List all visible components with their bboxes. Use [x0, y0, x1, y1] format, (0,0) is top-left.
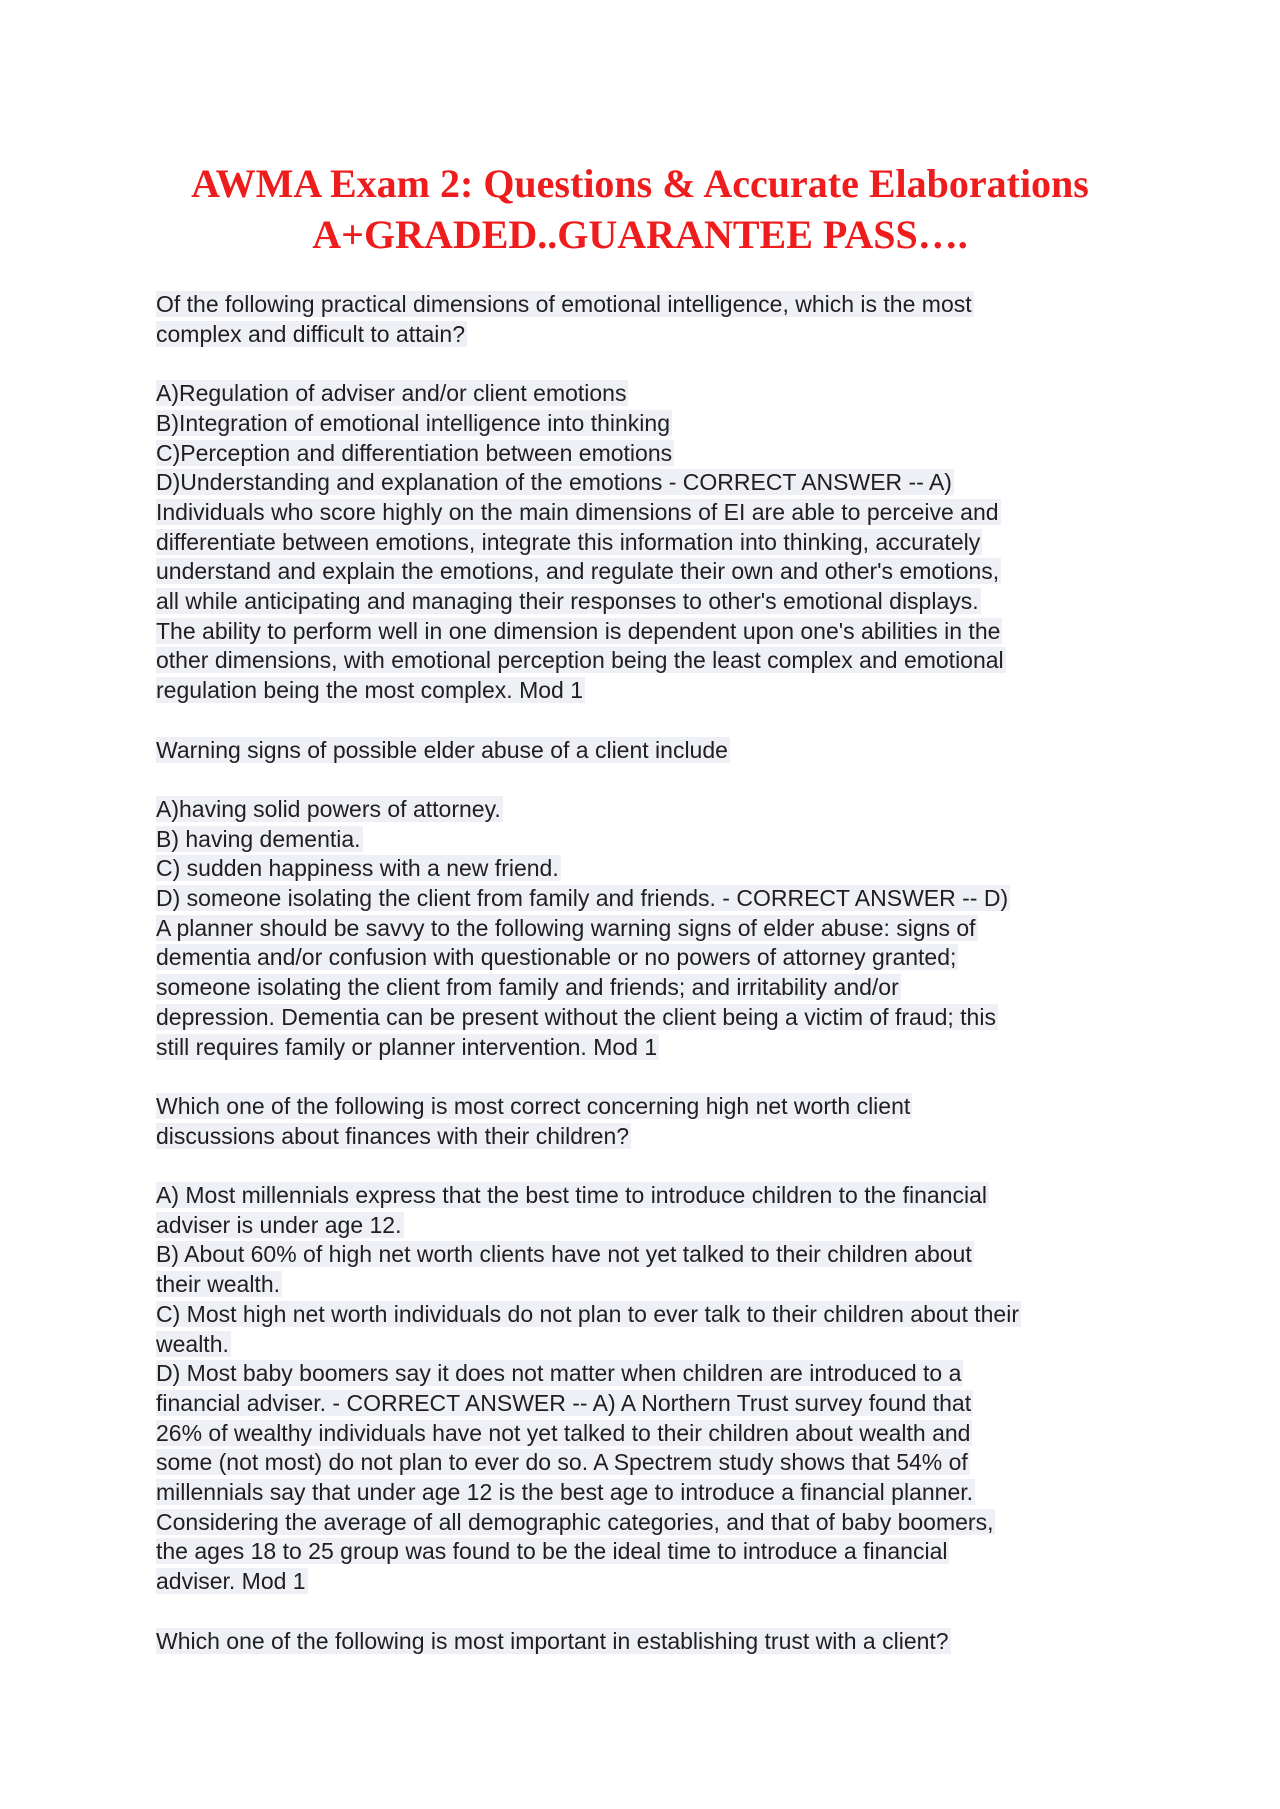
- text-line-content: depression. Dementia can be present without the client being a victim of fraud; this: [156, 1003, 996, 1030]
- text-line: [156, 825, 1156, 855]
- text-line-content: D) Most baby boomers say it does not matter when children are introduced to a: [156, 1360, 962, 1387]
- text-line: [156, 1092, 1156, 1122]
- text-line: [156, 1478, 1156, 1508]
- text-line-content: all while anticipating and managing their responses to other's emotional displays.: [156, 588, 979, 615]
- text-line-content: B) About 60% of high net worth clients have not yet talked to their children about: [156, 1241, 972, 1268]
- text-line-content: the ages 18 to 25 group was found to be the ideal time to introduce a financial: [156, 1538, 948, 1565]
- text-line: [156, 320, 1156, 350]
- text-line-content: differentiate between emotions, integrate this information into thinking, accurately: [156, 528, 981, 555]
- text-line-content: B)Integration of emotional intelligence into thinking: [156, 409, 670, 436]
- text-line: [156, 973, 1156, 1003]
- text-line: [156, 1389, 1156, 1419]
- text-line: [156, 736, 1156, 766]
- text-line: [156, 379, 1156, 409]
- text-line-content: A)Regulation of adviser and/or client emotions: [156, 380, 627, 407]
- text-line: [156, 498, 1156, 528]
- text-block: [156, 290, 1156, 349]
- text-line-content: C)Perception and differentiation between emotions: [156, 439, 673, 466]
- text-line: [156, 795, 1156, 825]
- text-line-content: D) someone isolating the client from family and friends. - CORRECT ANSWER -- D): [156, 885, 1009, 912]
- text-line-content: discussions about finances with their children?: [156, 1122, 630, 1149]
- text-line-content: understand and explain the emotions, and regulate their own and other's emotions,: [156, 558, 1000, 585]
- text-line-content: A planner should be savvy to the following warning signs of elder abuse: signs of: [156, 914, 976, 941]
- text-line: [156, 1270, 1156, 1300]
- text-line-content: Which one of the following is most correct concerning high net worth client: [156, 1092, 911, 1119]
- text-line-content: Which one of the following is most important in establishing trust with a client?: [156, 1627, 949, 1654]
- text-line-content: adviser is under age 12.: [156, 1211, 402, 1238]
- text-line: [156, 914, 1156, 944]
- text-line: [156, 1537, 1156, 1567]
- text-line-content: adviser. Mod 1: [156, 1568, 306, 1595]
- text-line-content: Warning signs of possible elder abuse of a client include: [156, 736, 728, 763]
- text-line: [156, 1033, 1156, 1063]
- text-line: [156, 587, 1156, 617]
- text-line-content: 26% of wealthy individuals have not yet talked to their children about wealth and: [156, 1419, 971, 1446]
- text-line: [156, 1330, 1156, 1360]
- text-line-content: C) Most high net worth individuals do not plan to ever talk to their children about their: [156, 1300, 1019, 1327]
- text-line: [156, 1419, 1156, 1449]
- text-line: [156, 1359, 1156, 1389]
- text-line-content: A)having solid powers of attorney.: [156, 795, 501, 822]
- text-line-content: D)Understanding and explanation of the emotions - CORRECT ANSWER -- A): [156, 469, 952, 496]
- text-line-content: their wealth.: [156, 1271, 281, 1298]
- text-line-content: other dimensions, with emotional perception being the least complex and emotional: [156, 647, 1004, 674]
- text-line: [156, 468, 1156, 498]
- text-line-content: some (not most) do not plan to ever do so. A Spectrem study shows that 54% of: [156, 1449, 968, 1476]
- text-line: [156, 1240, 1156, 1270]
- text-line: [156, 854, 1156, 884]
- text-line-content: financial adviser. - CORRECT ANSWER -- A) A Northern Trust survey found that: [156, 1389, 972, 1416]
- text-line: [156, 1300, 1156, 1330]
- text-line: [156, 884, 1156, 914]
- text-line-content: A) Most millennials express that the best time to introduce children to the financial: [156, 1182, 987, 1209]
- text-line-content: someone isolating the client from family and friends; and irritability and/or: [156, 974, 899, 1001]
- text-line: [156, 646, 1156, 676]
- text-line: [156, 290, 1156, 320]
- text-line: [156, 1508, 1156, 1538]
- text-line: [156, 676, 1156, 706]
- title-line: AWMA Exam 2: Questions & Accurate Elaborations: [191, 161, 1089, 206]
- title-line: A+GRADED..GUARANTEE PASS….: [312, 212, 968, 257]
- text-line: [156, 1003, 1156, 1033]
- text-block: [156, 1181, 1156, 1597]
- text-line-content: wealth.: [156, 1330, 229, 1357]
- text-block: [156, 1627, 1156, 1657]
- text-line-content: millennials say that under age 12 is the best age to introduce a financial planner.: [156, 1479, 974, 1506]
- text-block: [156, 1092, 1156, 1151]
- text-line-content: C) sudden happiness with a new friend.: [156, 855, 559, 882]
- text-line: [156, 528, 1156, 558]
- text-line-content: complex and difficult to attain?: [156, 320, 465, 347]
- text-line: [156, 1627, 1156, 1657]
- text-block: [156, 736, 1156, 766]
- text-line: [156, 1211, 1156, 1241]
- text-line-content: Of the following practical dimensions of emotional intelligence, which is the most: [156, 291, 972, 317]
- text-line-content: still requires family or planner intervention. Mod 1: [156, 1033, 658, 1060]
- text-line: [156, 943, 1156, 973]
- text-line-content: The ability to perform well in one dimension is dependent upon one's abilities in the: [156, 617, 1001, 644]
- text-line: [156, 1122, 1156, 1152]
- text-line-content: regulation being the most complex. Mod 1: [156, 677, 584, 704]
- text-line: [156, 409, 1156, 439]
- text-block: [156, 379, 1156, 706]
- text-line: [156, 439, 1156, 469]
- text-line: [156, 557, 1156, 587]
- text-line: [156, 1448, 1156, 1478]
- text-line: [156, 617, 1156, 647]
- text-line-content: Considering the average of all demographic categories, and that of baby boomers,: [156, 1508, 994, 1535]
- text-line: [156, 1567, 1156, 1597]
- document-title: [60, 158, 1220, 260]
- document-body: [156, 290, 1156, 1686]
- text-line-content: Individuals who score highly on the main dimensions of EI are able to perceive and: [156, 498, 999, 525]
- text-line: [156, 1181, 1156, 1211]
- text-block: [156, 795, 1156, 1062]
- text-line-content: B) having dementia.: [156, 825, 361, 852]
- text-line-content: dementia and/or confusion with questionable or no powers of attorney granted;: [156, 944, 957, 971]
